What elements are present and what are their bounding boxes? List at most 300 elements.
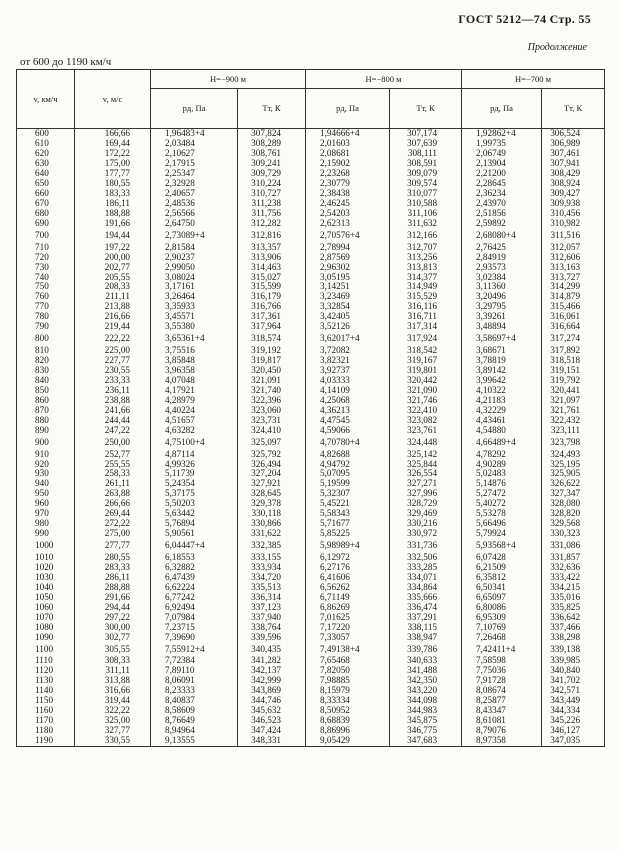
cell-pressure: 4,17921 xyxy=(151,386,238,396)
cell-v-ms: 222,22 xyxy=(75,332,151,346)
cell-v-ms: 216,66 xyxy=(75,312,151,322)
cell-pressure: 6,41606 xyxy=(306,573,390,583)
cell-pressure: 3,32854 xyxy=(306,302,390,312)
cell-pressure: 4,51657 xyxy=(151,415,238,425)
cell-pressure: 2,23268 xyxy=(306,169,390,179)
cell-v-ms: 311,11 xyxy=(75,666,151,676)
cell-pressure: 2,96302 xyxy=(306,262,390,272)
cell-pressure: 4,54880 xyxy=(462,425,542,435)
cell-pressure: 5,53278 xyxy=(462,509,542,519)
table-row xyxy=(17,642,605,656)
cell-temperature: 337,291 xyxy=(390,612,462,622)
cell-pressure: 2,15902 xyxy=(306,159,390,169)
cell-pressure: 4,32229 xyxy=(462,405,542,415)
cell-pressure: 5,27472 xyxy=(462,489,542,499)
cell-v-kmh: 810 xyxy=(17,346,75,356)
cell-pressure: 7,26468 xyxy=(462,632,542,642)
cell-temperature: 323,798 xyxy=(542,435,605,449)
cell-temperature: 333,155 xyxy=(238,553,306,563)
cell-pressure: 9,05429 xyxy=(306,736,390,746)
cell-pressure: 4,90289 xyxy=(462,459,542,469)
cell-pressure: 3,26464 xyxy=(151,292,238,302)
cell-pressure: 3,68671 xyxy=(462,346,542,356)
cell-v-kmh: 930 xyxy=(17,469,75,479)
cell-pressure: 6,47439 xyxy=(151,573,238,583)
cell-pressure: 2,17915 xyxy=(151,159,238,169)
cell-pressure: 4,21183 xyxy=(462,396,542,406)
cell-v-ms: 269,44 xyxy=(75,509,151,519)
table-row xyxy=(17,199,605,209)
cell-temperature: 325,142 xyxy=(390,449,462,459)
cell-pressure: 2,90237 xyxy=(151,252,238,262)
cell-temperature: 308,289 xyxy=(238,139,306,149)
cell-temperature: 330,216 xyxy=(390,519,462,529)
cell-pressure: 3,99642 xyxy=(462,376,542,386)
table-row xyxy=(17,405,605,415)
cell-temperature: 326,554 xyxy=(390,469,462,479)
cell-temperature: 340,633 xyxy=(390,656,462,666)
cell-temperature: 315,466 xyxy=(542,302,605,312)
continuation-label: Продолжение xyxy=(527,42,587,53)
cell-v-ms: 177,77 xyxy=(75,169,151,179)
cell-temperature: 332,506 xyxy=(390,553,462,563)
cell-temperature: 338,115 xyxy=(390,622,462,632)
cell-v-kmh: 870 xyxy=(17,405,75,415)
cell-temperature: 323,060 xyxy=(238,405,306,415)
col-group-h-900: H=−900 м xyxy=(151,70,306,89)
cell-v-ms: 166,66 xyxy=(75,129,151,139)
cell-temperature: 322,432 xyxy=(542,415,605,425)
cell-pressure: 5,63442 xyxy=(151,509,238,519)
cell-v-kmh: 980 xyxy=(17,519,75,529)
cell-v-kmh: 1100 xyxy=(17,642,75,656)
cell-v-kmh: 840 xyxy=(17,376,75,386)
cell-pressure: 6,35812 xyxy=(462,573,542,583)
cell-pressure: 6,95309 xyxy=(462,612,542,622)
cell-pressure: 8,97358 xyxy=(462,736,542,746)
cell-v-kmh: 820 xyxy=(17,356,75,366)
cell-temperature: 321,761 xyxy=(542,405,605,415)
cell-pressure: 6,18553 xyxy=(151,553,238,563)
cell-pressure: 6,12972 xyxy=(306,553,390,563)
cell-temperature: 332,636 xyxy=(542,563,605,573)
cell-pressure: 7,75036 xyxy=(462,666,542,676)
table-row xyxy=(17,396,605,406)
cell-temperature: 348,331 xyxy=(238,736,306,746)
cell-v-kmh: 1010 xyxy=(17,553,75,563)
cell-pressure: 2,87569 xyxy=(306,252,390,262)
cell-pressure: 5,19599 xyxy=(306,479,390,489)
cell-v-ms: 261,11 xyxy=(75,479,151,489)
cell-v-kmh: 650 xyxy=(17,179,75,189)
cell-temperature: 330,972 xyxy=(390,529,462,539)
cell-pressure: 5,58343 xyxy=(306,509,390,519)
cell-pressure: 8,68839 xyxy=(306,716,390,726)
cell-v-kmh: 950 xyxy=(17,489,75,499)
cell-pressure: 7,10769 xyxy=(462,622,542,632)
cell-pressure: 5,66496 xyxy=(462,519,542,529)
cell-temperature: 323,731 xyxy=(238,415,306,425)
cell-pressure: 2,76425 xyxy=(462,242,542,252)
cell-temperature: 317,274 xyxy=(542,332,605,346)
cell-pressure: 6,71149 xyxy=(306,592,390,602)
table-row xyxy=(17,602,605,612)
cell-temperature: 344,334 xyxy=(542,706,605,716)
cell-temperature: 309,241 xyxy=(238,159,306,169)
cell-v-ms: 197,22 xyxy=(75,242,151,252)
cell-pressure: 2,54203 xyxy=(306,209,390,219)
cell-temperature: 327,204 xyxy=(238,469,306,479)
cell-pressure: 2,46245 xyxy=(306,199,390,209)
cell-v-kmh: 1130 xyxy=(17,676,75,686)
cell-pressure: 3,02384 xyxy=(462,272,542,282)
cell-v-ms: 275,00 xyxy=(75,529,151,539)
cell-pressure: 1,92862+4 xyxy=(462,129,542,139)
cell-temperature: 344,746 xyxy=(238,696,306,706)
cell-temperature: 314,463 xyxy=(238,262,306,272)
cell-temperature: 313,813 xyxy=(390,262,462,272)
cell-pressure: 4,07048 xyxy=(151,376,238,386)
cell-temperature: 337,940 xyxy=(238,612,306,622)
cell-temperature: 307,639 xyxy=(390,139,462,149)
cell-v-kmh: 1090 xyxy=(17,632,75,642)
cell-temperature: 336,474 xyxy=(390,602,462,612)
cell-v-ms: 247,22 xyxy=(75,425,151,435)
cell-v-kmh: 640 xyxy=(17,169,75,179)
cell-temperature: 324,448 xyxy=(390,435,462,449)
cell-v-ms: 277,77 xyxy=(75,539,151,553)
cell-v-kmh: 1020 xyxy=(17,563,75,573)
cell-pressure: 3,62017+4 xyxy=(306,332,390,346)
cell-pressure: 4,59066 xyxy=(306,425,390,435)
cell-v-kmh: 680 xyxy=(17,209,75,219)
cell-v-ms: 255,55 xyxy=(75,459,151,469)
cell-v-ms: 283,33 xyxy=(75,563,151,573)
table-row xyxy=(17,632,605,642)
cell-temperature: 327,347 xyxy=(542,489,605,499)
cell-temperature: 325,844 xyxy=(390,459,462,469)
cell-pressure: 3,08024 xyxy=(151,272,238,282)
cell-temperature: 346,775 xyxy=(390,726,462,736)
cell-v-ms: 186,11 xyxy=(75,199,151,209)
cell-temperature: 346,127 xyxy=(542,726,605,736)
cell-temperature: 321,097 xyxy=(542,396,605,406)
cell-v-ms: 325,00 xyxy=(75,716,151,726)
cell-temperature: 344,983 xyxy=(390,706,462,716)
cell-temperature: 308,924 xyxy=(542,179,605,189)
cell-v-ms: 300,00 xyxy=(75,622,151,632)
cell-temperature: 320,450 xyxy=(238,366,306,376)
cell-v-kmh: 910 xyxy=(17,449,75,459)
cell-temperature: 325,792 xyxy=(238,449,306,459)
cell-temperature: 334,071 xyxy=(390,573,462,583)
cell-v-ms: 244,44 xyxy=(75,415,151,425)
cell-pressure: 3,11360 xyxy=(462,282,542,292)
cell-pressure: 4,25068 xyxy=(306,396,390,406)
cell-pressure: 4,03333 xyxy=(306,376,390,386)
cell-temperature: 331,857 xyxy=(542,553,605,563)
cell-temperature: 316,711 xyxy=(390,312,462,322)
cell-v-ms: 227,77 xyxy=(75,356,151,366)
cell-v-kmh: 960 xyxy=(17,499,75,509)
cell-pressure: 8,06091 xyxy=(151,676,238,686)
cell-pressure: 6,92494 xyxy=(151,602,238,612)
cell-pressure: 2,32928 xyxy=(151,179,238,189)
cell-v-kmh: 670 xyxy=(17,199,75,209)
cell-pressure: 2,64750 xyxy=(151,218,238,228)
cell-v-kmh: 1110 xyxy=(17,656,75,666)
cell-v-kmh: 900 xyxy=(17,435,75,449)
cell-temperature: 327,271 xyxy=(390,479,462,489)
cell-temperature: 313,727 xyxy=(542,272,605,282)
table-row xyxy=(17,218,605,228)
cell-temperature: 335,825 xyxy=(542,602,605,612)
cell-pressure: 2,25347 xyxy=(151,169,238,179)
cell-pressure: 3,55380 xyxy=(151,322,238,332)
cell-v-ms: 175,00 xyxy=(75,159,151,169)
cell-v-ms: 238,88 xyxy=(75,396,151,406)
table-row xyxy=(17,435,605,449)
cell-v-kmh: 600 xyxy=(17,129,75,139)
cell-temperature: 311,632 xyxy=(390,218,462,228)
cell-temperature: 328,645 xyxy=(238,489,306,499)
table-row xyxy=(17,252,605,262)
cell-temperature: 339,596 xyxy=(238,632,306,642)
cell-temperature: 310,077 xyxy=(390,189,462,199)
cell-temperature: 318,518 xyxy=(542,356,605,366)
cell-v-ms: 191,66 xyxy=(75,218,151,228)
cell-v-ms: 330,55 xyxy=(75,736,151,746)
cell-pressure: 5,50203 xyxy=(151,499,238,509)
cell-v-ms: 213,88 xyxy=(75,302,151,312)
cell-temperature: 314,879 xyxy=(542,292,605,302)
cell-temperature: 323,111 xyxy=(542,425,605,435)
cell-v-kmh: 710 xyxy=(17,242,75,252)
cell-pressure: 2,36234 xyxy=(462,189,542,199)
cell-pressure: 7,65468 xyxy=(306,656,390,666)
cell-temperature: 313,256 xyxy=(390,252,462,262)
cell-temperature: 312,707 xyxy=(390,242,462,252)
cell-temperature: 307,174 xyxy=(390,129,462,139)
cell-v-kmh: 610 xyxy=(17,139,75,149)
cell-pressure: 2,30779 xyxy=(306,179,390,189)
cell-temperature: 323,082 xyxy=(390,415,462,425)
cell-temperature: 325,097 xyxy=(238,435,306,449)
cell-temperature: 313,163 xyxy=(542,262,605,272)
cell-temperature: 322,410 xyxy=(390,405,462,415)
table-body xyxy=(17,129,605,747)
cell-pressure: 4,14109 xyxy=(306,386,390,396)
cell-pressure: 5,24354 xyxy=(151,479,238,489)
cell-pressure: 2,81584 xyxy=(151,242,238,252)
cell-pressure: 8,25877 xyxy=(462,696,542,706)
cell-temperature: 330,866 xyxy=(238,519,306,529)
cell-pressure: 2,28645 xyxy=(462,179,542,189)
cell-temperature: 310,588 xyxy=(390,199,462,209)
table-row xyxy=(17,449,605,459)
cell-pressure: 7,49138+4 xyxy=(306,642,390,656)
cell-temperature: 315,599 xyxy=(238,282,306,292)
cell-temperature: 335,666 xyxy=(390,592,462,602)
cell-pressure: 5,45221 xyxy=(306,499,390,509)
cell-temperature: 308,761 xyxy=(238,149,306,159)
cell-v-kmh: 1000 xyxy=(17,539,75,553)
cell-pressure: 5,85225 xyxy=(306,529,390,539)
col-header-temperature: Tт, К xyxy=(238,88,306,128)
cell-pressure: 8,58609 xyxy=(151,706,238,716)
cell-temperature: 320,442 xyxy=(390,376,462,386)
cell-temperature: 309,938 xyxy=(542,199,605,209)
cell-pressure: 5,11739 xyxy=(151,469,238,479)
cell-pressure: 2,01603 xyxy=(306,139,390,149)
cell-temperature: 334,720 xyxy=(238,573,306,583)
cell-pressure: 6,77242 xyxy=(151,592,238,602)
cell-pressure: 6,65097 xyxy=(462,592,542,602)
cell-v-kmh: 920 xyxy=(17,459,75,469)
cell-temperature: 331,622 xyxy=(238,529,306,539)
cell-pressure: 3,42405 xyxy=(306,312,390,322)
cell-pressure: 4,10322 xyxy=(462,386,542,396)
cell-v-kmh: 750 xyxy=(17,282,75,292)
cell-pressure: 4,47545 xyxy=(306,415,390,425)
cell-v-kmh: 630 xyxy=(17,159,75,169)
cell-v-kmh: 890 xyxy=(17,425,75,435)
cell-temperature: 328,820 xyxy=(542,509,605,519)
cell-temperature: 317,361 xyxy=(238,312,306,322)
table-row xyxy=(17,736,605,746)
cell-temperature: 330,323 xyxy=(542,529,605,539)
cell-pressure: 7,17220 xyxy=(306,622,390,632)
table-row xyxy=(17,228,605,242)
cell-pressure: 8,40837 xyxy=(151,696,238,706)
cell-temperature: 331,736 xyxy=(390,539,462,553)
cell-temperature: 308,429 xyxy=(542,169,605,179)
cell-temperature: 319,817 xyxy=(238,356,306,366)
cell-temperature: 325,195 xyxy=(542,459,605,469)
cell-v-ms: 327,77 xyxy=(75,726,151,736)
cell-pressure: 7,42411+4 xyxy=(462,642,542,656)
cell-temperature: 328,729 xyxy=(390,499,462,509)
cell-temperature: 317,314 xyxy=(390,322,462,332)
cell-pressure: 3,23469 xyxy=(306,292,390,302)
cell-temperature: 314,299 xyxy=(542,282,605,292)
cell-pressure: 3,05195 xyxy=(306,272,390,282)
cell-temperature: 315,529 xyxy=(390,292,462,302)
cell-temperature: 322,396 xyxy=(238,396,306,406)
cell-v-kmh: 1070 xyxy=(17,612,75,622)
cell-temperature: 321,746 xyxy=(390,396,462,406)
cell-temperature: 312,606 xyxy=(542,252,605,262)
col-group-h-700: H=−700 м xyxy=(462,70,605,89)
cell-temperature: 347,035 xyxy=(542,736,605,746)
cell-v-kmh: 790 xyxy=(17,322,75,332)
cell-v-ms: 313,88 xyxy=(75,676,151,686)
cell-temperature: 308,591 xyxy=(390,159,462,169)
speed-range-label: от 600 до 1190 км/ч xyxy=(20,56,112,68)
cell-pressure: 7,07984 xyxy=(151,612,238,622)
cell-v-ms: 172,22 xyxy=(75,149,151,159)
cell-v-kmh: 1170 xyxy=(17,716,75,726)
cell-v-ms: 294,44 xyxy=(75,602,151,612)
cell-temperature: 339,138 xyxy=(542,642,605,656)
cell-temperature: 321,090 xyxy=(390,386,462,396)
cell-temperature: 311,238 xyxy=(238,199,306,209)
cell-temperature: 335,513 xyxy=(238,583,306,593)
cell-temperature: 316,664 xyxy=(542,322,605,332)
cell-pressure: 6,07428 xyxy=(462,553,542,563)
cell-pressure: 3,48894 xyxy=(462,322,542,332)
cell-v-ms: 319,44 xyxy=(75,696,151,706)
cell-pressure: 2,78994 xyxy=(306,242,390,252)
cell-pressure: 2,43970 xyxy=(462,199,542,209)
cell-v-kmh: 1030 xyxy=(17,573,75,583)
cell-temperature: 310,982 xyxy=(542,218,605,228)
cell-pressure: 5,07095 xyxy=(306,469,390,479)
cell-temperature: 307,824 xyxy=(238,129,306,139)
cell-temperature: 330,118 xyxy=(238,509,306,519)
cell-pressure: 3,82321 xyxy=(306,356,390,366)
cell-pressure: 4,40224 xyxy=(151,405,238,415)
cell-pressure: 4,82688 xyxy=(306,449,390,459)
col-header-pressure: pд, Па xyxy=(151,88,238,128)
table-row xyxy=(17,242,605,252)
cell-v-ms: 219,44 xyxy=(75,322,151,332)
cell-temperature: 343,449 xyxy=(542,696,605,706)
cell-temperature: 306,989 xyxy=(542,139,605,149)
cell-pressure: 2,08681 xyxy=(306,149,390,159)
cell-v-kmh: 720 xyxy=(17,252,75,262)
col-header-v-ms: v, м/с xyxy=(75,70,151,129)
table-row xyxy=(17,583,605,593)
cell-v-kmh: 830 xyxy=(17,366,75,376)
cell-temperature: 342,999 xyxy=(238,676,306,686)
cell-temperature: 320,441 xyxy=(542,386,605,396)
cell-pressure: 7,39690 xyxy=(151,632,238,642)
cell-temperature: 311,516 xyxy=(542,228,605,242)
cell-temperature: 325,905 xyxy=(542,469,605,479)
cell-temperature: 324,493 xyxy=(542,449,605,459)
cell-pressure: 5,40272 xyxy=(462,499,542,509)
cell-pressure: 1,94666+4 xyxy=(306,129,390,139)
cell-pressure: 3,20496 xyxy=(462,292,542,302)
cell-temperature: 321,091 xyxy=(238,376,306,386)
cell-v-kmh: 770 xyxy=(17,302,75,312)
cell-temperature: 341,488 xyxy=(390,666,462,676)
cell-temperature: 345,632 xyxy=(238,706,306,716)
cell-temperature: 344,098 xyxy=(390,696,462,706)
cell-pressure: 5,76894 xyxy=(151,519,238,529)
cell-v-ms: 252,77 xyxy=(75,449,151,459)
cell-temperature: 334,215 xyxy=(542,583,605,593)
cell-v-ms: 316,66 xyxy=(75,686,151,696)
table-row xyxy=(17,332,605,346)
table-row xyxy=(17,425,605,435)
cell-v-ms: 236,11 xyxy=(75,386,151,396)
cell-temperature: 317,924 xyxy=(390,332,462,346)
cell-v-kmh: 940 xyxy=(17,479,75,489)
cell-pressure: 3,96358 xyxy=(151,366,238,376)
cell-pressure: 3,72082 xyxy=(306,346,390,356)
cell-temperature: 316,061 xyxy=(542,312,605,322)
cell-pressure: 8,43347 xyxy=(462,706,542,716)
cell-v-ms: 225,00 xyxy=(75,346,151,356)
cell-pressure: 3,58697+4 xyxy=(462,332,542,346)
cell-v-ms: 230,55 xyxy=(75,366,151,376)
cell-pressure: 3,85848 xyxy=(151,356,238,366)
cell-pressure: 7,72384 xyxy=(151,656,238,666)
cell-pressure: 2,99050 xyxy=(151,262,238,272)
cell-temperature: 333,422 xyxy=(542,573,605,583)
